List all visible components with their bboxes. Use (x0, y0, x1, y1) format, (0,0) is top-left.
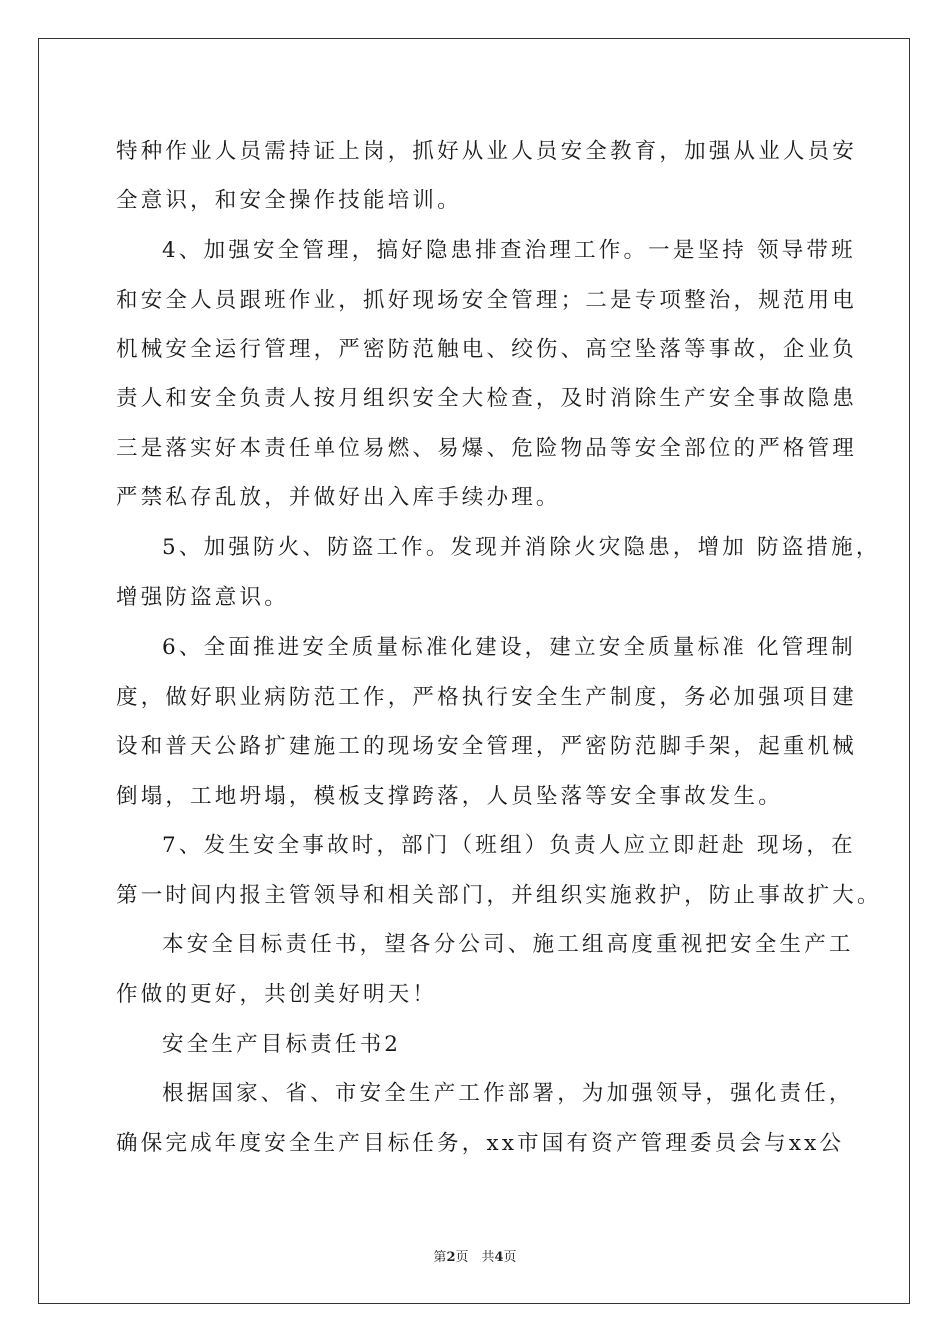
paragraph-start-line: 根据国家、省、市安全生产工作部署，为加强领导，强化责任， (162, 1081, 854, 1106)
text-line: 三是落实好本责任单位易燃、易爆、危险物品等安全部位的严格管理 (116, 436, 858, 461)
footer-suffix: 页 (503, 1250, 517, 1265)
paragraph-start-line: 7、发生安全事故时，部门（班组）负责人应立即赶赴 现场，在 (162, 833, 856, 858)
text-line: 设和普天公路扩建施工的现场安全管理，严密防范脚手架，起重机械 (116, 734, 858, 759)
text-line: 度，做好职业病防范工作，严格执行安全生产制度，务必加强项目建 (116, 685, 858, 710)
text-line: 全意识，和安全操作技能培训。 (116, 188, 462, 213)
total-page-count: 4 (494, 1250, 504, 1265)
page-footer (0, 1246, 950, 1265)
text-line: 责人和安全负责人按月组织安全大检查，及时消除生产安全事故隐患 (116, 386, 858, 411)
page-border (38, 38, 910, 1304)
text-line: 增强防盗意识。 (116, 585, 289, 610)
paragraph-start-line: 6、全面推进安全质量标准化建设，建立安全质量标准 化管理制 (162, 635, 856, 660)
paragraph-start-line: 4、加强安全管理，搞好隐患排查治理工作。一是坚持 领导带班 (162, 238, 856, 263)
footer-prefix: 第 (433, 1250, 447, 1265)
text-line: 确保完成年度安全生产目标任务，xx市国有资产管理委员会与xx公 (116, 1131, 845, 1156)
text-line: 倒塌，工地坍塌，模板支撑跨落，人员坠落等安全事故发生。 (116, 784, 783, 809)
footer-mid: 页 共 (455, 1250, 495, 1265)
text-line: 特种作业人员需持证上岗，抓好从业人员安全教育，加强从业人员安 (116, 139, 858, 164)
paragraph-start-line: 本安全目标责任书，望各分公司、施工组高度重视把安全生产工 (162, 932, 854, 957)
paragraph-start-line: 5、加强防火、防盗工作。发现并消除火灾隐患，增加 防盗措施， (162, 535, 881, 560)
section-heading: 安全生产目标责任书2 (162, 1032, 402, 1057)
text-line: 作做的更好，共创美好明天！ (116, 982, 438, 1007)
text-line: 和安全人员跟班作业，抓好现场安全管理；二是专项整治，规范用电 (116, 288, 858, 313)
text-line: 第一时间内报主管领导和相关部门，并组织实施救护，防止事故扩大。 (116, 883, 882, 908)
text-line: 严禁私存乱放，并做好出入库手续办理。 (116, 485, 561, 510)
text-line: 机械安全运行管理，严密防范触电、绞伤、高空坠落等事故，企业负 (116, 337, 858, 362)
current-page-number: 2 (446, 1250, 456, 1265)
